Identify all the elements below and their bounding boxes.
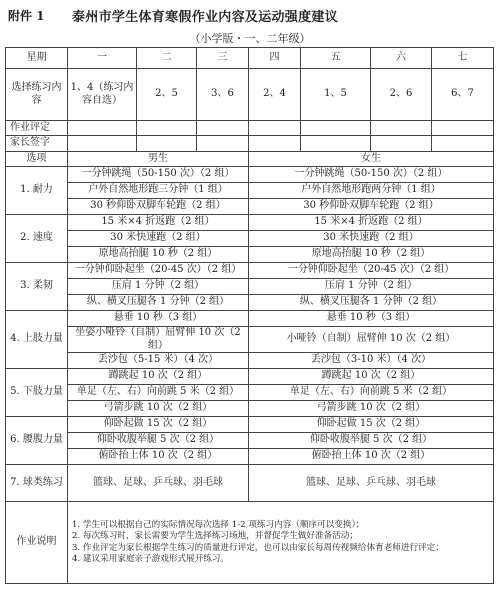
parent-signature-row	[6, 136, 494, 152]
exercise-row	[6, 295, 494, 311]
annex-label: 附件 1	[8, 9, 45, 23]
document-header	[0, 0, 500, 30]
item-label: 选项	[6, 152, 68, 167]
selection-cell: 3、6	[197, 69, 249, 121]
female-exercise: 单足（左、右）向前跳 5 米（2 组）	[249, 385, 494, 401]
female-exercise: 丢沙包（3-10 米）（4 次）	[249, 353, 494, 369]
gender-header-row	[6, 152, 494, 167]
document-subtitle: （小学版・一、二年级）	[189, 32, 311, 45]
weekday-row	[6, 48, 494, 69]
exercise-row	[6, 183, 494, 199]
male-exercise: 弓箭步跳 10 次（2 组）	[68, 401, 249, 417]
weekday-cell: 六	[371, 48, 432, 69]
weekday-cell: 三	[197, 48, 249, 69]
homework-table	[5, 47, 494, 584]
selection-cell: 2、5	[137, 69, 197, 121]
selection-cell: 1、5	[301, 69, 371, 121]
exercise-row	[6, 417, 494, 433]
female-exercise: 一分钟跳绳（50-150 次）（2 组）	[249, 167, 494, 183]
exercise-row	[6, 465, 494, 502]
exercise-row	[6, 327, 494, 353]
male-exercise: 丢沙包（5-15 米）（4 次）	[68, 353, 249, 369]
exercise-row	[6, 247, 494, 263]
weekday-cell: 四	[249, 48, 301, 69]
male-exercise: 一分钟仰卧起坐（20-45 次）（2 组）	[68, 263, 249, 279]
weekday-cell: 二	[137, 48, 197, 69]
evaluation-row	[6, 121, 494, 136]
male-exercise: 一分钟跳绳（50-150 次）（2 组）	[68, 167, 249, 183]
document-title: 泰州市学生体育寒假作业内容及运动强度建议	[72, 10, 339, 25]
notes-row	[6, 502, 494, 584]
note-line: 4. 建议采用家庭亲子游戏形式展开练习。	[72, 553, 230, 564]
female-exercise: 蹲跳起 10 次（2 组）	[249, 369, 494, 385]
selection-row	[6, 69, 494, 121]
weekday-cell: 七	[432, 48, 494, 69]
female-exercise: 俯卧抬上体 10 次（2 组）	[249, 449, 494, 465]
female-exercise: 压肩 1 分钟（2 组）	[249, 279, 494, 295]
male-exercise: 压肩 1 分钟（2 组）	[68, 279, 249, 295]
exercise-row	[6, 215, 494, 231]
selection-cell: 2、6	[371, 69, 432, 121]
male-exercise: 30 米快速跑（2 组）	[68, 231, 249, 247]
exercise-row	[6, 199, 494, 215]
female-exercise: 仰卧起做 15 次（2 组）	[249, 417, 494, 433]
selection-label: 选择练习内容	[6, 69, 68, 121]
selection-cell: 2、4	[249, 69, 301, 121]
male-exercise: 15 米×4 折返跑（2 组）	[68, 215, 249, 231]
male-exercise: 仰卧起做 15 次（2 组）	[68, 417, 249, 433]
male-exercise: 单足（左、右）向前跳 5 米（2 组）	[68, 385, 249, 401]
exercise-row	[6, 385, 494, 401]
female-exercise: 一分钟仰卧起坐（20-45 次）（2 组）	[249, 263, 494, 279]
evaluation-label: 作业评定	[6, 121, 68, 136]
exercise-row	[6, 167, 494, 183]
weekday-cell: 五	[301, 48, 371, 69]
notes-content	[68, 502, 494, 584]
selection-cell: 6、7	[432, 69, 494, 121]
weekday-cell: 一	[68, 48, 137, 69]
female-exercise: 户外自然地形跑两分钟（1 组）	[249, 183, 494, 199]
male-exercise: 悬垂 10 秒（3 组）	[68, 311, 249, 327]
male-exercise: 30 秒仰卧双脚车轮跑（2 组）	[68, 199, 249, 215]
exercise-body	[6, 167, 494, 502]
exercise-row	[6, 279, 494, 295]
weekday-label: 星期	[6, 48, 68, 69]
male-exercise: 坐姿小哑铃（自制）屈臂伸 10 次（2 组）	[68, 327, 249, 353]
note-line: 2. 每次练习时，家长需要为学生选择练习场地，并督促学生做好准备活动；	[72, 531, 358, 542]
exercise-row	[6, 311, 494, 327]
exercise-row	[6, 433, 494, 449]
exercise-row	[6, 263, 494, 279]
exercise-row	[6, 369, 494, 385]
male-exercise: 篮球、足球、乒乓球、羽毛球	[68, 465, 249, 502]
female-exercise: 篮球、足球、乒乓球、羽毛球	[249, 465, 494, 502]
note-line: 1. 学生可以根据自己的实际情况每次选择 1-2 项练习内容（顺序可以变换）；	[72, 519, 365, 530]
female-exercise: 悬垂 10 秒（3 组）	[249, 311, 494, 327]
exercise-row	[6, 231, 494, 247]
parent-signature-label: 家长签字	[6, 136, 68, 152]
category-label: 1. 耐力	[6, 167, 68, 215]
female-exercise: 弓箭步跳 10 次（2 组）	[249, 401, 494, 417]
category-label: 2. 速度	[6, 215, 68, 263]
female-header: 女生	[249, 152, 494, 167]
female-exercise: 30 秒仰卧双脚车轮跑（2 组）	[249, 199, 494, 215]
female-exercise: 30 米快速跑（2 组）	[249, 231, 494, 247]
category-label: 4. 上肢力量	[6, 311, 68, 369]
exercise-row	[6, 353, 494, 369]
female-exercise: 仰卧收腹举腿 5 次（2 组）	[249, 433, 494, 449]
category-label: 7. 球类练习	[6, 465, 68, 502]
male-exercise: 俯卧抬上体 10 次（2 组）	[68, 449, 249, 465]
note-line: 3. 作业评定为家长根据学生练习的质量进行评定，也可以由家长每周传视频给体育老师进行评定；	[72, 542, 444, 553]
male-exercise: 仰卧收腹举腿 5 次（2 组）	[68, 433, 249, 449]
notes-label: 作业说明	[6, 502, 68, 584]
male-exercise: 户外自然地形跑三分钟（1 组）	[68, 183, 249, 199]
female-exercise: 原地高抬腿 10 秒（2 组）	[249, 247, 494, 263]
exercise-row	[6, 401, 494, 417]
male-exercise: 纵、横叉压腿各 1 分钟（2 组）	[68, 295, 249, 311]
female-exercise: 小哑铃（自制）屈臂伸 10 次（2 组）	[249, 327, 494, 353]
selection-cell: 1、4（练习内容自选）	[68, 69, 137, 121]
female-exercise: 纵、横叉压腿各 1 分钟（2 组）	[249, 295, 494, 311]
female-exercise: 15 米×4 折返跑（2 组）	[249, 215, 494, 231]
male-exercise: 原地高抬腿 10 秒（2 组）	[68, 247, 249, 263]
category-label: 5. 下肢力量	[6, 369, 68, 417]
exercise-row	[6, 449, 494, 465]
male-header: 男生	[68, 152, 249, 167]
category-label: 6. 腰腹力量	[6, 417, 68, 465]
category-label: 3. 柔韧	[6, 263, 68, 311]
male-exercise: 蹲跳起 10 次（2 组）	[68, 369, 249, 385]
